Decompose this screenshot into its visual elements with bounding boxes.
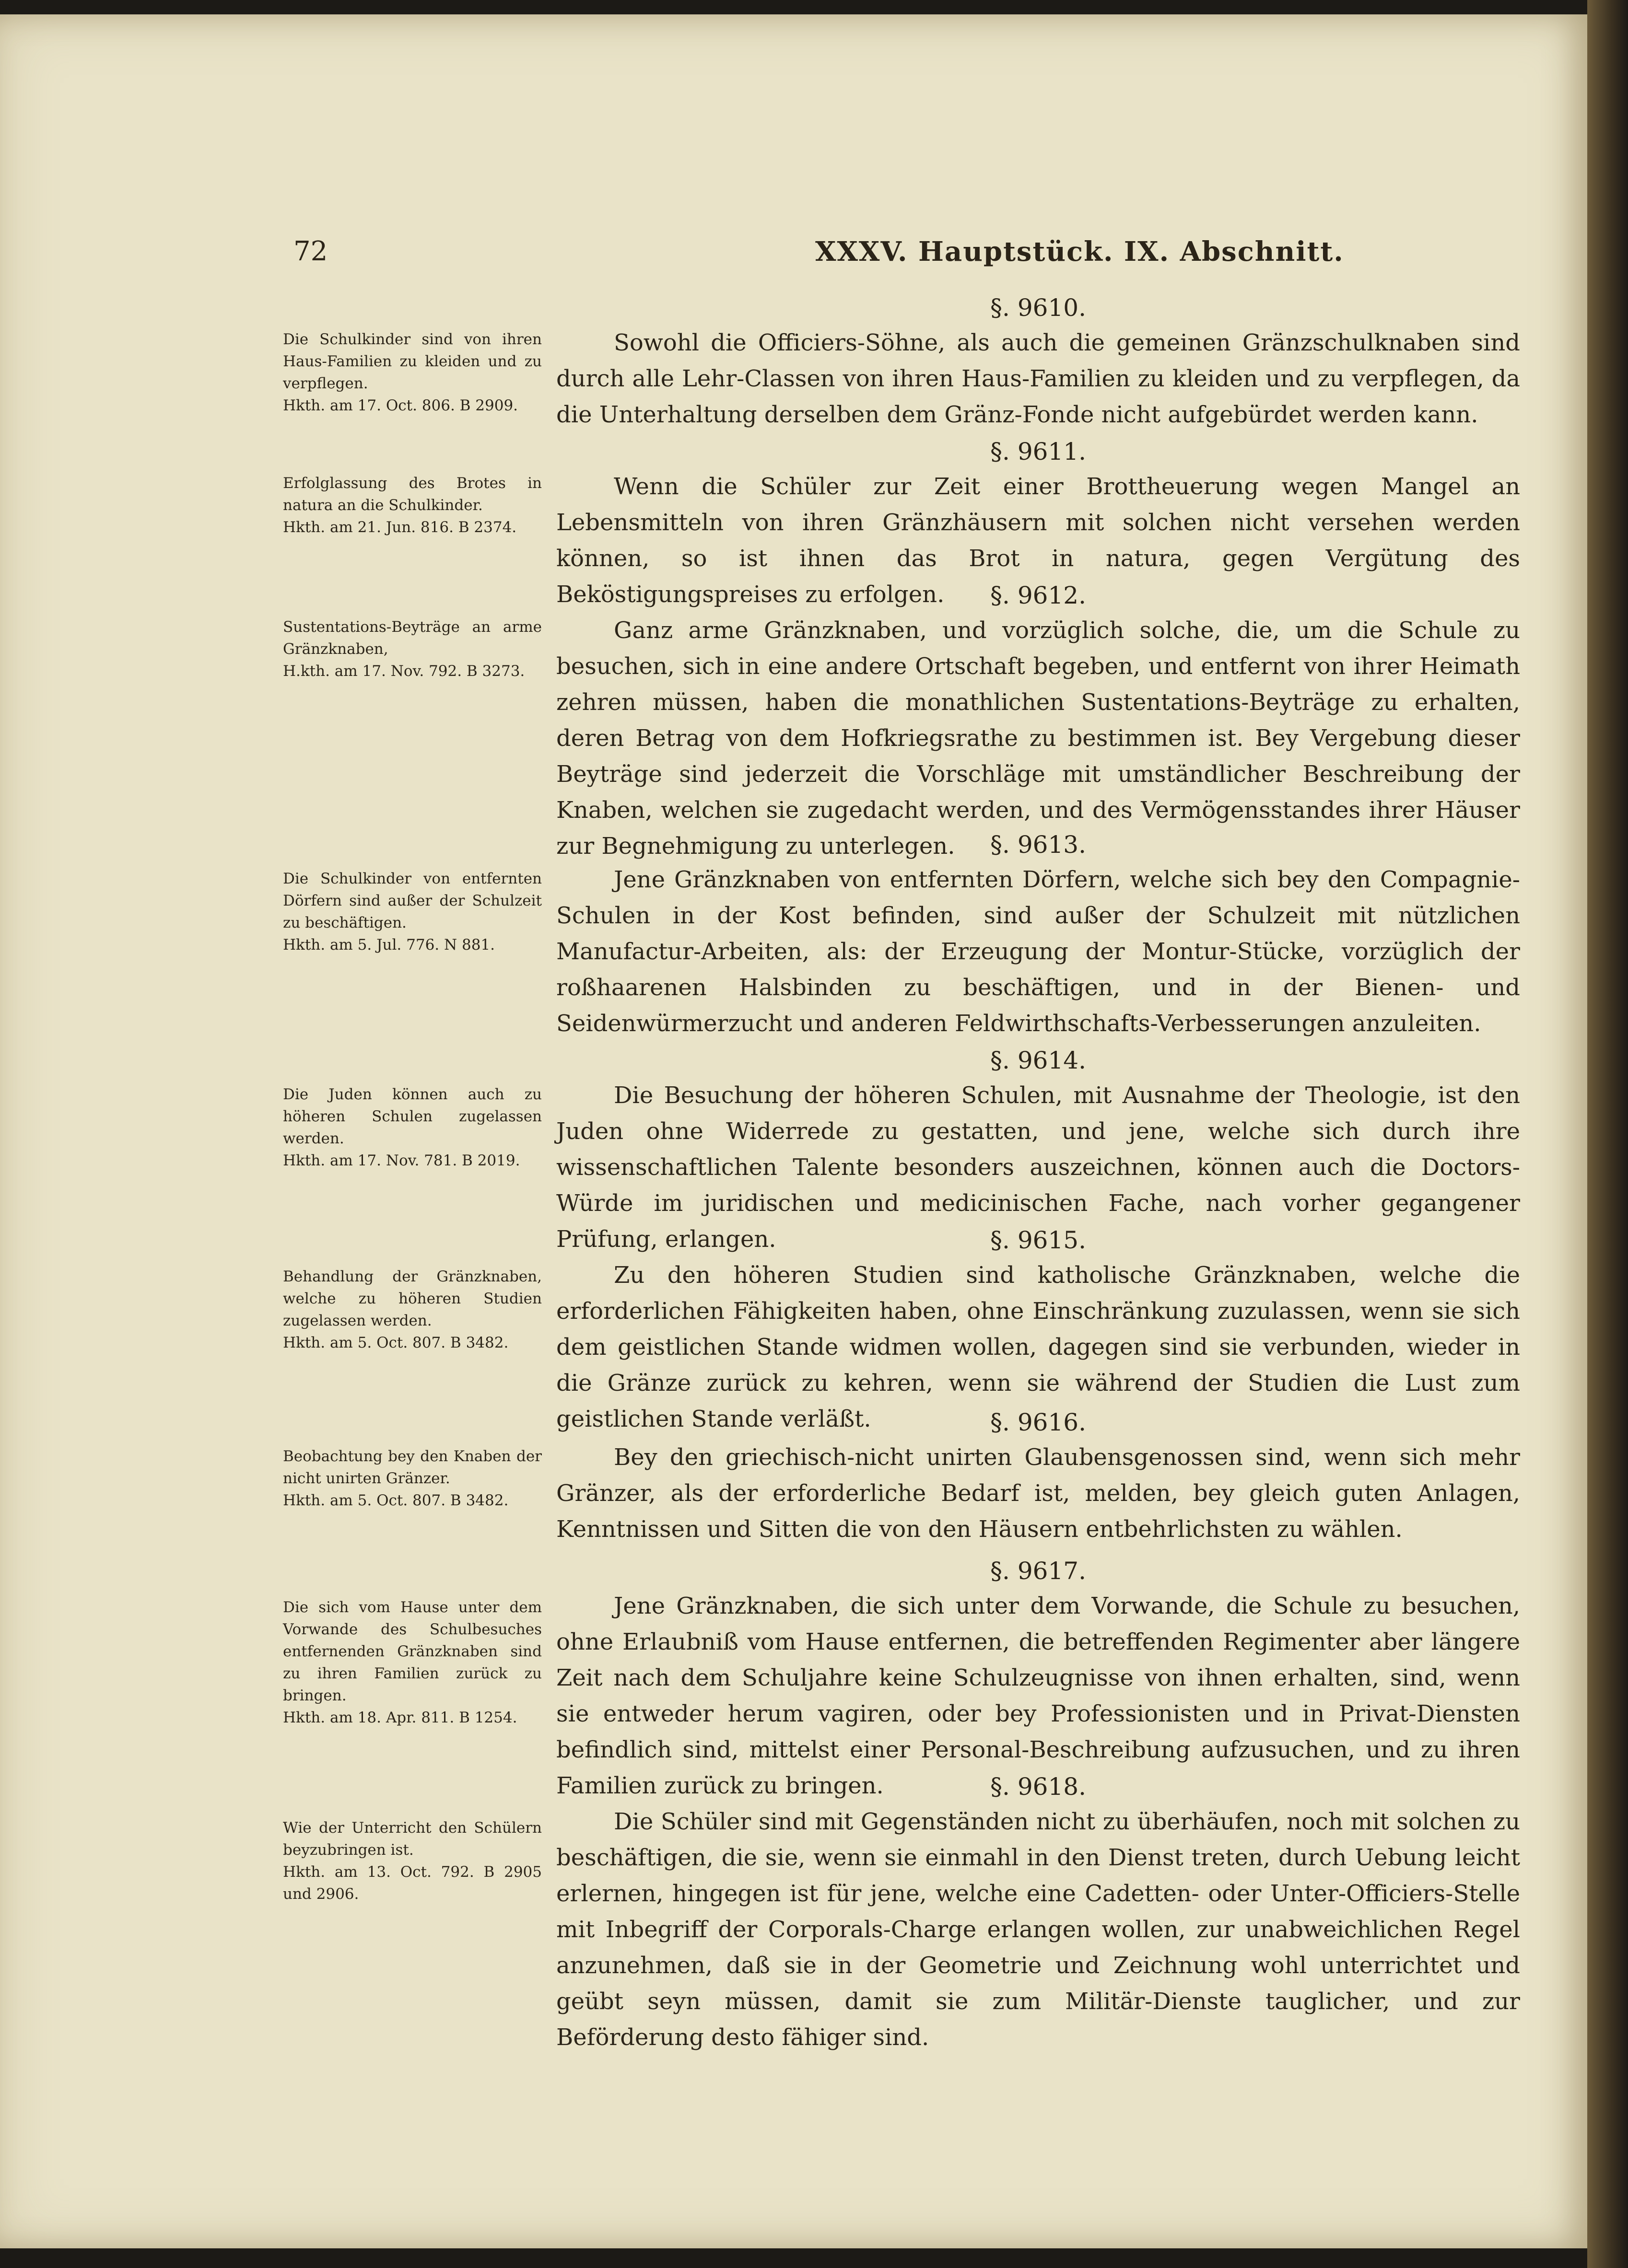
margin-note-ref: Hkth. am 13. Oct. 792. B 2905 und 2906. [283, 1863, 542, 1903]
margin-note-text: Sustentations-Beyträge an arme Gränzknaben, [283, 618, 542, 658]
section-number: §. 9618. [990, 1773, 1086, 1801]
margin-note-ref: Hkth. am 21. Jun. 816. B 2374. [283, 519, 517, 536]
page-number: 72 [293, 236, 328, 267]
section-text: Ganz arme Gränzknaben, und vorzüglich solche, die, um die Schule zu besuchen, sich in eine andere Ortschaft begeben, und entfernt von ihrer Heimath zehren müssen, haben die monathlichen Sustentations-Beyträge zu erhalten, deren Betrag von dem Hofkriegsrathe zu bestimmen ist. Bey Vergebung dieser Beyträge sind jederzeit die Vorschläge mit umständlicher Beschreibung der Knaben, welchen sie zugedacht werden, und des Vermögensstandes ihrer Häuser zur Begnehmigung zu unterlegen. [556, 617, 1520, 860]
section-9617 [556, 1556, 1520, 1804]
book-spine-edge [1587, 0, 1628, 2268]
margin-note-text: Beobachtung bey den Knaben der nicht unirten Gränzer. [283, 1448, 542, 1487]
margin-note-text: Die sich vom Hause unter dem Vorwande des Schulbesuches entfernenden Gränzknaben sind zu ihren Familien zurück zu bringen. [283, 1599, 542, 1704]
section-text: Jene Gränzknaben von entfernten Dörfern, welche sich bey den Compagnie-Schulen in der Kost befinden, sind außer der Schulzeit mit nützlichen Manufactur-Arbeiten, als: der Erzeugung der Montur-Stücke, vorzüglich der roßhaarenen Halsbinden zu beschäftigen, und in der Bienen- und Seidenwürmerzucht und anderen Feldwirthschafts-Verbesserungen anzuleiten. [556, 866, 1520, 1037]
margin-note-ref: Hkth. am 5. Jul. 776. N 881. [283, 936, 495, 954]
section-9615 [556, 1225, 1520, 1437]
margin-note-text: Die Schulkinder sind von ihren Haus-Familien zu kleiden und zu verpflegen. [283, 331, 542, 392]
margin-note-9612 [283, 616, 542, 682]
section-number: §. 9610. [990, 294, 1086, 322]
section-number: §. 9614. [990, 1047, 1086, 1074]
section-number: §. 9612. [990, 582, 1086, 609]
margin-note-ref: Hkth. am 17. Oct. 806. B 2909. [283, 397, 518, 414]
section-9610 [556, 292, 1520, 433]
margin-note-9616 [283, 1445, 542, 1512]
section-number: §. 9616. [990, 1408, 1086, 1436]
section-text: Wenn die Schüler zur Zeit einer Brottheuerung wegen Mangel an Lebensmitteln von ihren Gränzhäusern mit solchen nicht versehen werden können, so ist ihnen das Brot in natura, gegen Vergütung des Beköstigungspreises zu erfolgen. [556, 473, 1520, 608]
section-number: §. 9613. [990, 831, 1086, 859]
margin-note-9618 [283, 1817, 542, 1905]
section-text: Die Besuchung der höheren Schulen, mit Ausnahme der Theologie, ist den Juden ohne Widerrede zu gestatten, und jene, welche sich durch ihre wissenschaftlichen Talente besonders auszeichnen, können auch die Doctors-Würde im juridischen und medicinischen Fache, nach vorher gegangener Prüfung, erlangen. [556, 1082, 1520, 1253]
margin-note-ref: Hkth. am 5. Oct. 807. B 3482. [283, 1492, 509, 1509]
running-title: XXXV. Hauptstück. IX. Abschnitt. [815, 236, 1344, 268]
margin-note-text: Erfolglassung des Brotes in natura an die Schulkinder. [283, 475, 542, 514]
section-text: Bey den griechisch-nicht unirten Glaubensgenossen sind, wenn sich mehr Gränzer, als der erforderliche Bedarf ist, melden, bey gleich guten Anlagen, Kenntnissen und Sitten die von den Häusern entbehrlichsten zu wählen. [556, 1444, 1520, 1543]
section-9616 [556, 1407, 1520, 1547]
margin-note-9613 [283, 868, 542, 956]
margin-note-9611 [283, 472, 542, 538]
margin-note-9615 [283, 1266, 542, 1354]
margin-note-text: Wie der Unterricht den Schülern beyzubringen ist. [283, 1819, 542, 1859]
margin-note-text: Die Juden können auch zu höheren Schulen zugelassen werden. [283, 1086, 542, 1147]
section-number: §. 9611. [990, 438, 1086, 465]
section-9612 [556, 580, 1520, 864]
section-9618 [556, 1771, 1520, 2056]
margin-note-ref: Hkth. am 18. Apr. 811. B 1254. [283, 1709, 517, 1726]
section-text: Zu den höheren Studien sind katholische Gränzknaben, welche die erforderlichen Fähigkeiten haben, ohne Einschränkung zuzulassen, wenn sie sich dem geistlichen Stande widmen wollen, dagegen sind sie verbunden, wieder in die Gränze zurück zu kehren, wenn sie während der Studien die Lust zum geistlichen Stande verläßt. [556, 1262, 1520, 1432]
section-text: Sowohl die Officiers-Söhne, als auch die gemeinen Gränzschulknaben sind durch alle Lehr-Classen von ihren Haus-Familien zu kleiden und zu verpflegen, da die Unterhaltung derselben dem Gränz-Fonde nicht aufgebürdet werden kann. [556, 329, 1520, 428]
document-page [0, 14, 1587, 2248]
page-header [0, 233, 1587, 276]
margin-note-ref: H.kth. am 17. Nov. 792. B 3273. [283, 663, 525, 680]
section-text: Die Schüler sind mit Gegenständen nicht zu überhäufen, noch mit solchen zu beschäftigen, die sie, wenn sie einmahl in den Dienst treten, durch Uebung leicht erlernen, hingegen ist für jene, welche eine Cadetten- oder Unter-Officiers-Stelle mit Inbegriff der Corporals-Charge erlangen wollen, zur unabweichlichen Regel anzunehmen, daß sie in der Geometrie und Zeichnung wohl unterrichtet und geübt seyn müssen, damit sie zum Militär-Dienste tauglicher, und zur Beförderung desto fähiger sind. [556, 1808, 1520, 2051]
margin-note-text: Behandlung der Gränzknaben, welche zu höheren Studien zugelassen werden. [283, 1268, 542, 1329]
margin-note-9614 [283, 1083, 542, 1172]
margin-note-text: Die Schulkinder von entfernten Dörfern sind außer der Schulzeit zu beschäftigen. [283, 870, 542, 931]
margin-note-ref: Hkth. am 5. Oct. 807. B 3482. [283, 1334, 509, 1351]
margin-note-9617 [283, 1596, 542, 1729]
section-number: §. 9615. [990, 1226, 1086, 1254]
section-number: §. 9617. [990, 1557, 1086, 1585]
section-text: Jene Gränzknaben, die sich unter dem Vorwande, die Schule zu besuchen, ohne Erlaubniß vom Hause entfernen, die betreffenden Regimenter aber längere Zeit nach dem Schuljahre keine Schulzeugnisse von ihnen erhalten, sind, wenn sie entweder herum vagiren, oder bey Professionisten und in Privat-Diensten befindlich sind, mittelst einer Personal-Beschreibung aufzusuchen, und zu ihren Familien zurück zu bringen. [556, 1593, 1520, 1799]
margin-note-9610 [283, 328, 542, 417]
margin-note-ref: Hkth. am 17. Nov. 781. B 2019. [283, 1152, 520, 1169]
section-9613 [556, 829, 1520, 1042]
